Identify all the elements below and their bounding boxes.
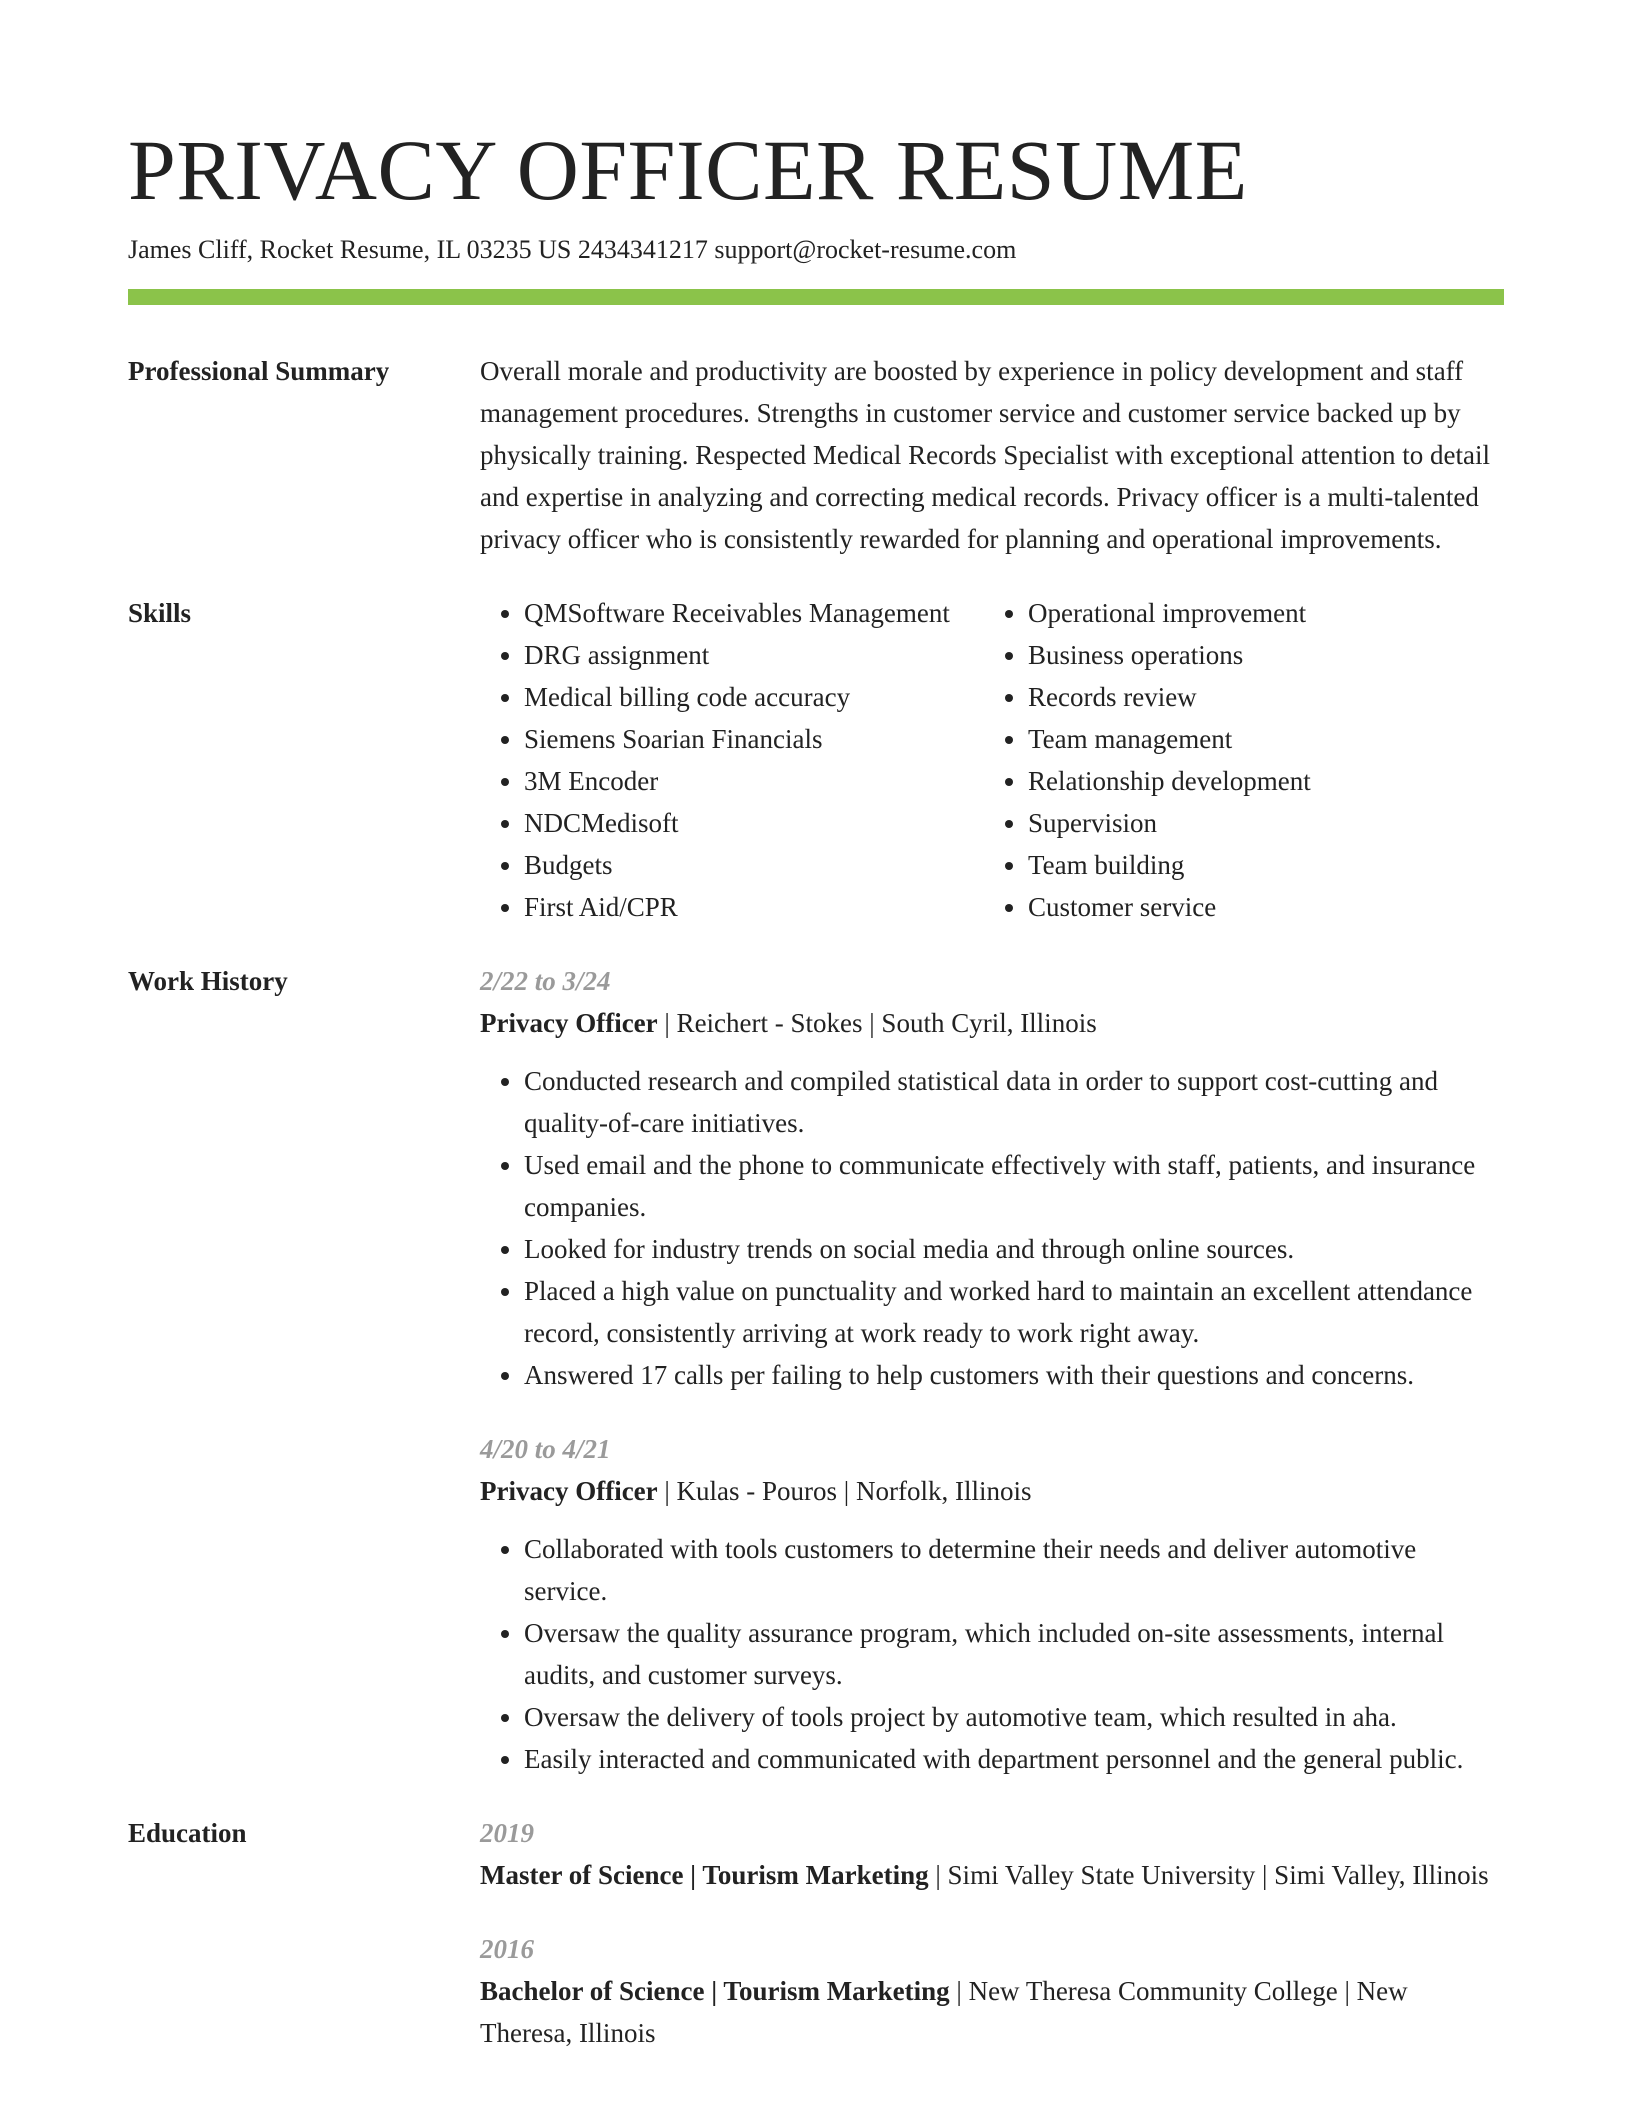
- skill-item: • QMSoftware Receivables Management: [524, 592, 984, 634]
- job-bullet: • Conducted research and compiled statistical data in order to support cost-cutting and quality-of-care initiatives.: [524, 1060, 1504, 1144]
- resume-title: PRIVACY OFFICER RESUME: [128, 122, 1248, 218]
- education-details: | New Theresa Community College | New Theresa, Illinois: [480, 1976, 1408, 2048]
- summary-text: Overall morale and productivity are boosted by experience in policy development and staff management procedures. Strengths in customer service and customer service backed up by physically training. Respected Medical Records Specialist with exceptional attention to detail and expertise in analyzing and correcting medical records. Privacy officer is a multi-talented privacy officer who is consistently rewarded for planning and operational improvements.: [480, 356, 1490, 554]
- section-label-skills: Skills: [128, 598, 192, 628]
- job-role-line: [480, 1470, 1504, 1512]
- skill-item: • DRG assignment: [524, 634, 984, 676]
- skill-item: • Records review: [1028, 676, 1504, 718]
- education-date: 2019: [480, 1818, 534, 1848]
- job-details: | Kulas - Pouros | Norfolk, Illinois: [657, 1476, 1032, 1506]
- education-entry: [480, 1928, 1504, 2054]
- skill-item: • Team building: [1028, 844, 1504, 886]
- summary-section: [128, 350, 1504, 560]
- job-bullet: • Answered 17 calls per failing to help customers with their questions and concerns.: [524, 1354, 1504, 1396]
- job-date: 4/20 to 4/21: [480, 1434, 611, 1464]
- skills-list-left: [480, 592, 984, 928]
- skill-item: • Team management: [1028, 718, 1504, 760]
- job-details: | Reichert - Stokes | South Cyril, Illinois: [657, 1008, 1097, 1038]
- skill-item: • Customer service: [1028, 886, 1504, 928]
- education-degree: Master of Science | Tourism Marketing: [480, 1860, 929, 1890]
- job-role-line: [480, 1002, 1504, 1044]
- job-bullet: • Used email and the phone to communicate effectively with staff, patients, and insurance companies.: [524, 1144, 1504, 1228]
- skill-item: • Budgets: [524, 844, 984, 886]
- education-section: [128, 1812, 1504, 2054]
- skills-content: [480, 592, 1504, 928]
- job-entry: [480, 960, 1504, 1396]
- job-date: 2/22 to 3/24: [480, 966, 611, 996]
- skill-item: • Supervision: [1028, 802, 1504, 844]
- job-title: Privacy Officer: [480, 1008, 658, 1038]
- skill-item: • 3M Encoder: [524, 760, 984, 802]
- education-line: [480, 1854, 1504, 1896]
- skills-list-right: [984, 592, 1504, 928]
- job-bullet: • Oversaw the quality assurance program, which included on-site assessments, internal audits, and customer surveys.: [524, 1612, 1504, 1696]
- contact-name-address: James Cliff, Rocket Resume, IL 03235 US: [128, 235, 572, 264]
- job-bullets: [480, 1060, 1504, 1396]
- section-label-education: Education: [128, 1818, 247, 1848]
- skills-section: [128, 592, 1504, 928]
- contact-line: [128, 230, 1504, 270]
- resume-header: [128, 118, 1504, 305]
- contact-email: support@rocket-resume.com: [714, 235, 1017, 264]
- resume-body: [128, 350, 1504, 2054]
- job-bullet: • Looked for industry trends on social media and through online sources.: [524, 1228, 1504, 1270]
- work-content: [480, 960, 1504, 1780]
- section-label-work: Work History: [128, 966, 288, 996]
- skill-item: • Siemens Soarian Financials: [524, 718, 984, 760]
- job-title: Privacy Officer: [480, 1476, 658, 1506]
- section-label-summary: Professional Summary: [128, 356, 390, 386]
- header-divider: [128, 289, 1504, 305]
- education-date: 2016: [480, 1934, 534, 1964]
- education-content: [480, 1812, 1504, 2054]
- summary-content: [480, 350, 1504, 560]
- job-bullet: • Placed a high value on punctuality and worked hard to maintain an excellent attendance record, consistently arriving at work ready to work right away.: [524, 1270, 1504, 1354]
- education-degree: Bachelor of Science | Tourism Marketing: [480, 1976, 950, 2006]
- skill-item: • Medical billing code accuracy: [524, 676, 984, 718]
- contact-phone: 2434341217: [577, 235, 708, 264]
- job-entry: [480, 1428, 1504, 1780]
- education-entry: [480, 1812, 1504, 1896]
- job-bullet: • Easily interacted and communicated with department personnel and the general public.: [524, 1738, 1504, 1780]
- skill-item: • Business operations: [1028, 634, 1504, 676]
- skill-item: • Operational improvement: [1028, 592, 1504, 634]
- work-history-section: [128, 960, 1504, 1780]
- skill-item: • NDCMedisoft: [524, 802, 984, 844]
- skill-item: • Relationship development: [1028, 760, 1504, 802]
- education-line: [480, 1970, 1504, 2054]
- education-details: | Simi Valley State University | Simi Valley, Illinois: [928, 1860, 1489, 1890]
- job-bullet: • Collaborated with tools customers to determine their needs and deliver automotive service.: [524, 1528, 1504, 1612]
- job-bullets: [480, 1528, 1504, 1780]
- job-bullet: • Oversaw the delivery of tools project by automotive team, which resulted in aha.: [524, 1696, 1504, 1738]
- skill-item: • First Aid/CPR: [524, 886, 984, 928]
